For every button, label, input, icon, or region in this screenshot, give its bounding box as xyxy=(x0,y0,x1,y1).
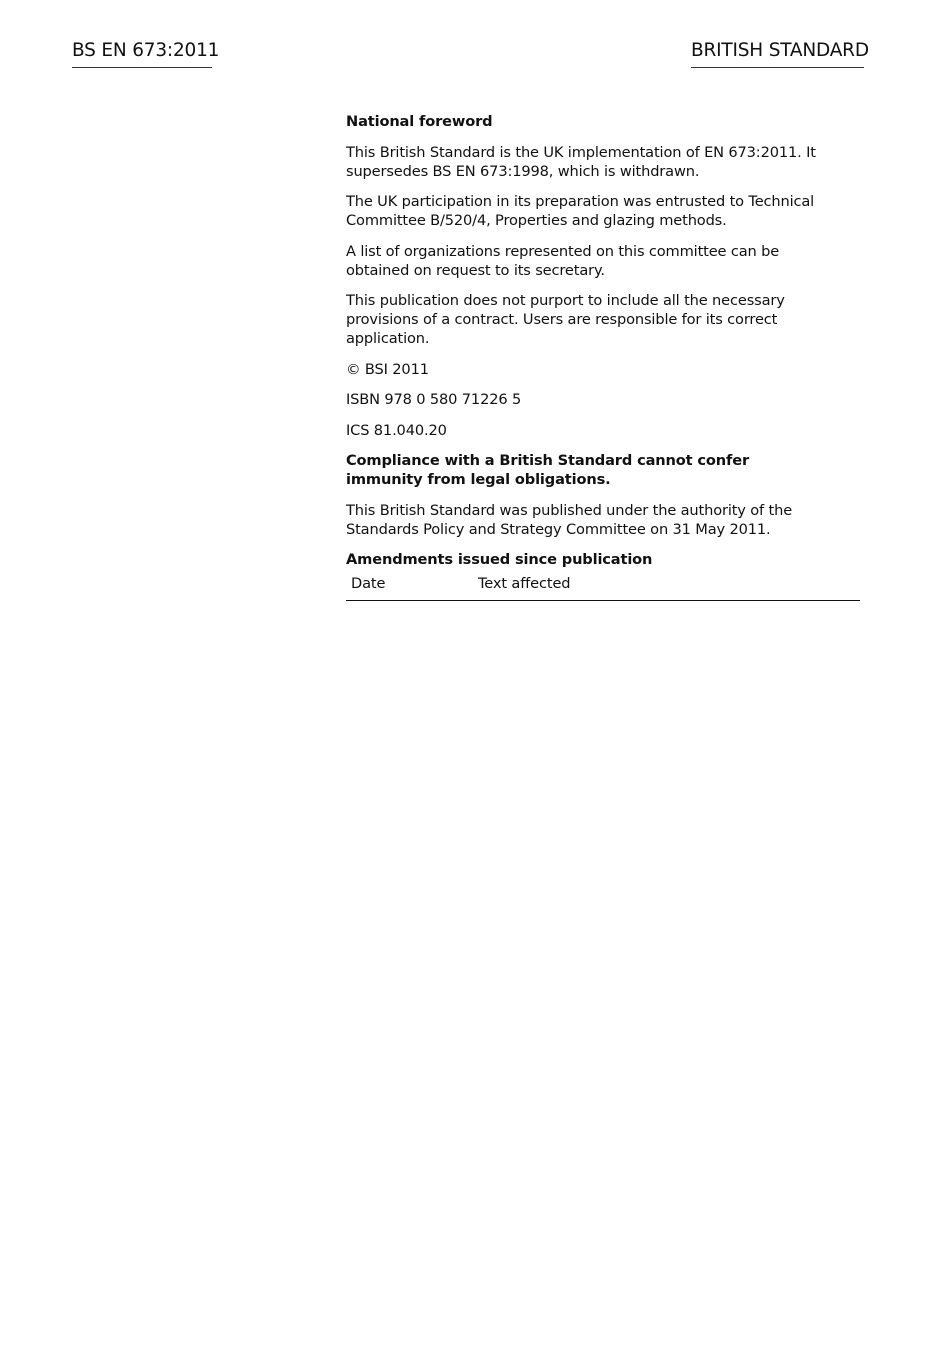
header-publisher: BRITISH STANDARD xyxy=(691,39,864,68)
amendments-header-row xyxy=(346,574,860,601)
amendments-column-date: Date xyxy=(346,574,473,601)
amendments-title: Amendments issued since publication xyxy=(346,551,653,568)
amendments-column-text-affected: Text affected xyxy=(473,574,860,601)
foreword-paragraph-disclaimer: This publication does not purport to include all the necessary provisions of a contract. Users are responsible for its correct application. xyxy=(346,292,785,347)
foreword-paragraph-committee: The UK participation in its preparation was entrusted to Technical Committee B/520/4, Properties and glazing methods. xyxy=(346,193,815,229)
compliance-statement: Compliance with a British Standard cannot confer immunity from legal obligations. xyxy=(346,452,749,488)
ics-line: ICS 81.040.20 xyxy=(346,421,447,439)
foreword-paragraph-implementation: This British Standard is the UK implementation of EN 673:2011. It supersedes BS EN 673:1998, which is withdrawn. xyxy=(346,143,816,180)
copyright-line: © BSI 2011 xyxy=(346,360,429,378)
header-document-number: BS EN 673:2011 xyxy=(72,39,212,68)
national-foreword xyxy=(346,112,860,601)
foreword-title: National foreword xyxy=(346,113,493,130)
amendments-table xyxy=(346,574,860,601)
authority-statement: This British Standard was published under the authority of the Standards Policy and Strategy Committee on 31 May 2011. xyxy=(346,501,793,538)
isbn-line: ISBN 978 0 580 71226 5 xyxy=(346,391,522,408)
foreword-paragraph-organizations: A list of organizations represented on this committee can be obtained on request to its secretary. xyxy=(346,242,780,279)
